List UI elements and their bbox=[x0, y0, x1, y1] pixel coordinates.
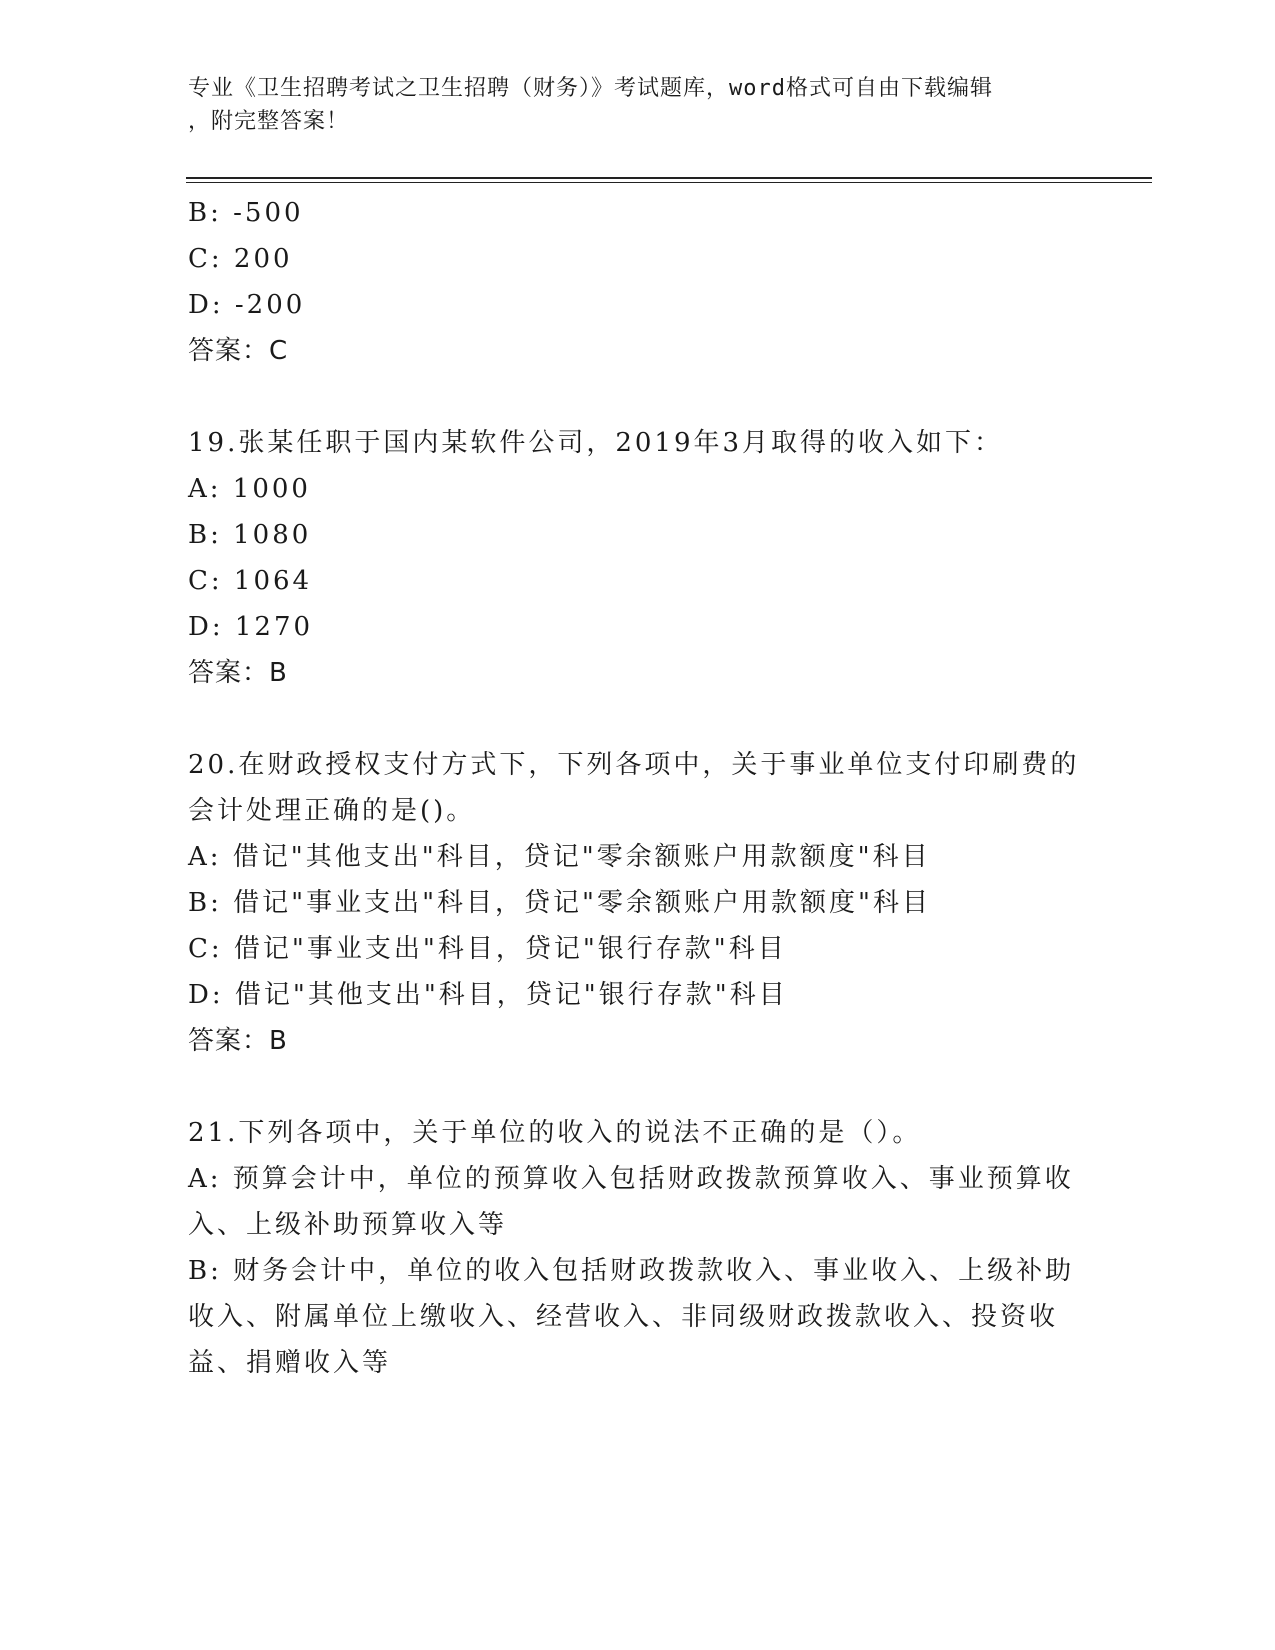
option-a-line-2: 入、上级补助预算收入等 bbox=[188, 1210, 508, 1240]
question-stem: 21.下列各项中，关于单位的收入的说法不正确的是（）。 bbox=[188, 1118, 922, 1148]
question-21 bbox=[188, 1110, 1088, 1386]
option-d: D: -200 bbox=[188, 290, 306, 320]
header-divider-thick bbox=[186, 177, 1152, 179]
option-b: B: 借记"事业支出"科目，贷记"零余额账户用款额度"科目 bbox=[188, 888, 931, 918]
option-a: A: 借记"其他支出"科目，贷记"零余额账户用款额度"科目 bbox=[188, 842, 931, 872]
spacer bbox=[188, 374, 1088, 420]
option-b: B: 1080 bbox=[188, 520, 312, 550]
answer-line: 答案：B bbox=[188, 658, 288, 688]
option-c: C: 200 bbox=[188, 244, 293, 274]
answer-line: 答案：C bbox=[188, 336, 289, 366]
document-body bbox=[188, 190, 1088, 1386]
option-b-line-2: 收入、附属单位上缴收入、经营收入、非同级财政拨款收入、投资收 bbox=[188, 1302, 1059, 1332]
question-stem: 19.张某任职于国内某软件公司，2019年3月取得的收入如下： bbox=[188, 428, 1004, 458]
spacer bbox=[188, 696, 1088, 742]
question-18-tail bbox=[188, 190, 1088, 374]
option-a-line-1: A: 预算会计中，单位的预算收入包括财政拨款预算收入、事业预算收 bbox=[188, 1164, 1074, 1194]
spacer bbox=[188, 1064, 1088, 1110]
option-c: C: 1064 bbox=[188, 566, 313, 596]
option-b-line-3: 益、捐赠收入等 bbox=[188, 1348, 392, 1378]
option-b-line-1: B: 财务会计中，单位的收入包括财政拨款收入、事业收入、上级补助 bbox=[188, 1256, 1075, 1286]
option-b: B: -500 bbox=[188, 198, 304, 228]
option-c: C: 借记"事业支出"科目，贷记"银行存款"科目 bbox=[188, 934, 787, 964]
question-19 bbox=[188, 420, 1088, 696]
header-line-2: ，附完整答案！ bbox=[188, 109, 350, 134]
option-d: D: 借记"其他支出"科目，贷记"银行存款"科目 bbox=[188, 980, 788, 1010]
option-d: D: 1270 bbox=[188, 612, 314, 642]
question-20 bbox=[188, 742, 1088, 1064]
header-line-1: 专业《卫生招聘考试之卫生招聘（财务）》考试题库，word格式可自由下载编辑 bbox=[188, 76, 993, 101]
answer-line: 答案：B bbox=[188, 1026, 288, 1056]
document-header bbox=[188, 72, 1088, 138]
option-a: A: 1000 bbox=[188, 474, 311, 504]
header-divider-thin bbox=[186, 182, 1152, 183]
question-stem-line-1: 20.在财政授权支付方式下，下列各项中，关于事业单位支付印刷费的 bbox=[188, 750, 1080, 780]
question-stem-line-2: 会计处理正确的是()。 bbox=[188, 796, 476, 826]
